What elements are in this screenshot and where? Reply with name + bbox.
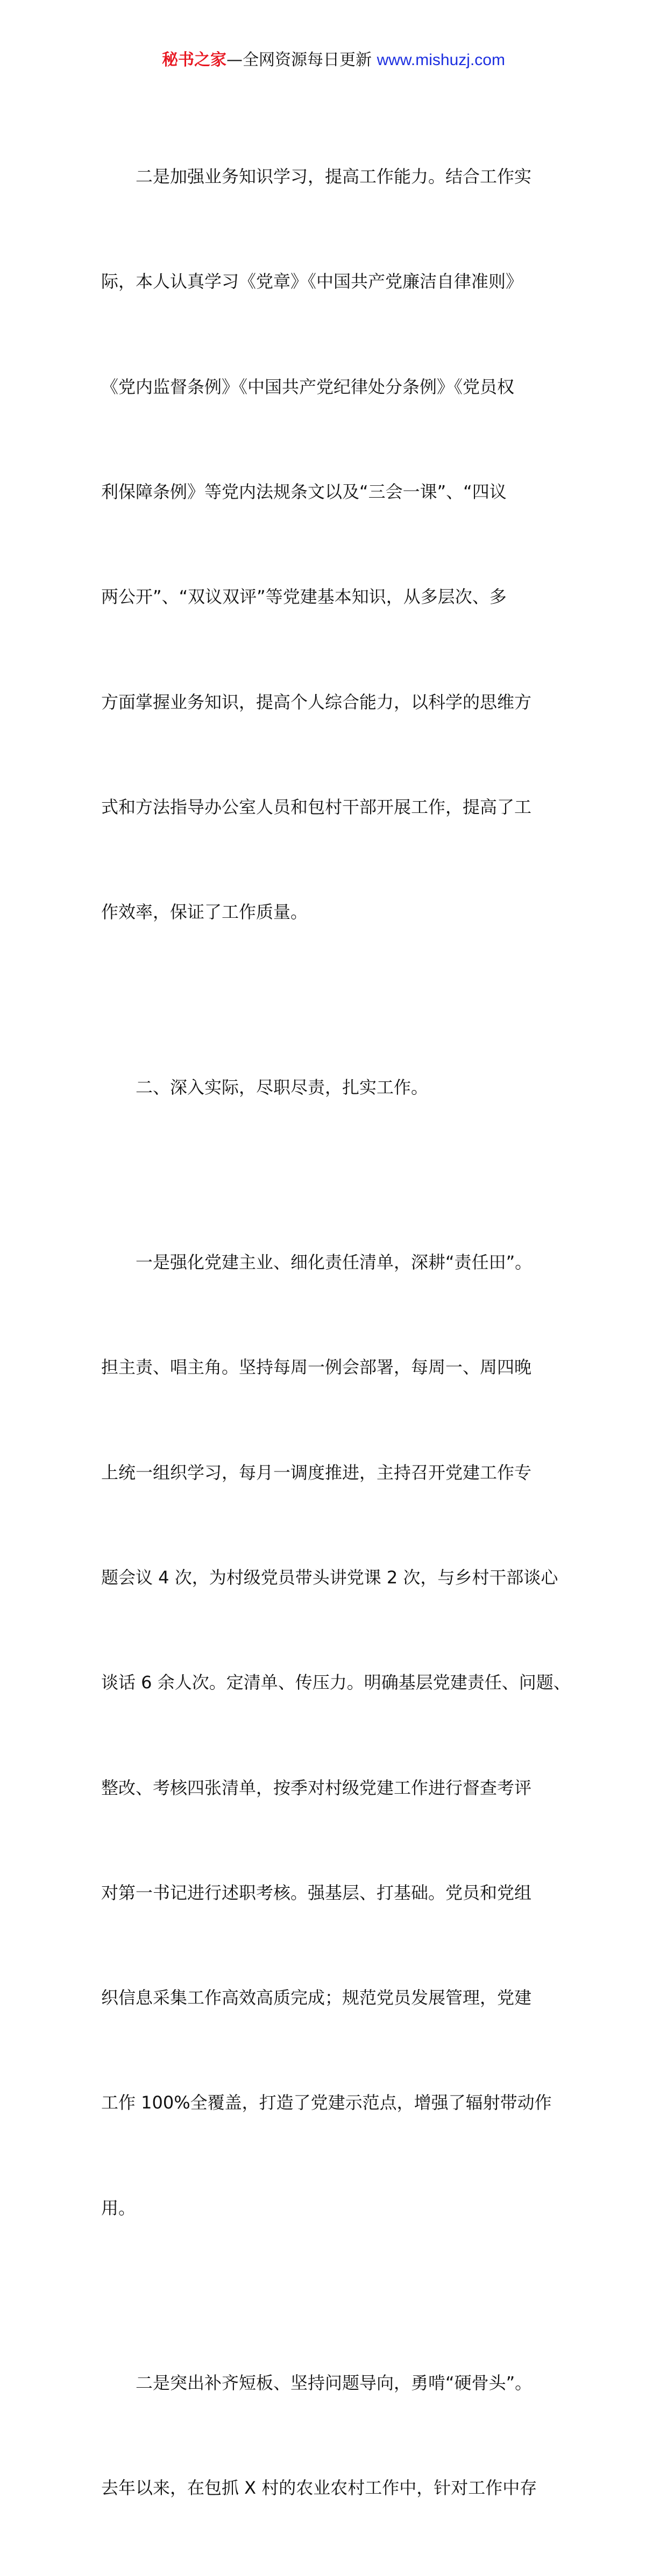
text-line: 作效率，保证了工作质量。	[101, 902, 308, 923]
text-line: 对第一书记进行述职考核。强基层、打基础。党员和党组	[101, 1882, 532, 1903]
text-line: 际，本人认真学习《党章》《中国共产党廉洁自律准则》	[101, 271, 523, 292]
text-line: 用。	[101, 2197, 136, 2218]
site-slogan: —全网资源每日更新	[226, 51, 377, 69]
text-line: 二是加强业务知识学习，提高工作能力。结合工作实	[136, 166, 532, 187]
text-line: 工作 100%全覆盖，打造了党建示范点，增强了辐射带动作	[101, 2092, 552, 2113]
text-line: 题会议 4 次，为村级党员带头讲党课 2 次，与乡村干部谈心	[101, 1567, 558, 1588]
text-line: 整改、考核四张清单，按季对村级党建工作进行督查考评	[101, 1777, 532, 1798]
text-line: 一是强化党建主业、细化责任清单，深耕“责任田”。	[136, 1252, 533, 1273]
text-line: 两公开”、“双议双评”等党建基本知识，从多层次、多	[101, 586, 507, 607]
paragraph-study	[101, 89, 569, 1000]
text-line: 《党内监督条例》《中国共产党纪律处分条例》《党员权	[101, 376, 515, 397]
text-line: 式和方法指导办公室人员和包村干部开展工作，提高了工	[101, 796, 532, 817]
text-line: 利保障条例》等党内法规条文以及“三会一课”、“四议	[101, 482, 507, 503]
site-url-link[interactable]: www.mishuzj.com	[377, 51, 505, 69]
text-line: 织信息采集工作高效高质完成；规范党员发展管理，党建	[101, 1987, 532, 2008]
text-line: 二、深入实际，尽职尽责，扎实工作。	[136, 1077, 429, 1098]
text-line: 谈话 6 余人次。定清单、传压力。明确基层党建责任、问题、	[101, 1672, 571, 1693]
text-line: 二是突出补齐短板、坚持问题导向，勇啃“硬骨头”。	[136, 2373, 533, 2394]
paragraph-party-building	[101, 1175, 569, 2296]
site-brand: 秘书之家	[162, 51, 227, 69]
text-line: 去年以来，在包抓 X 村的农业农村工作中，针对工作中存	[101, 2478, 537, 2499]
text-line: 担主责、唱主角。坚持每周一例会部署，每周一、周四晚	[101, 1357, 532, 1378]
text-line: 方面掌握业务知识，提高个人综合能力，以科学的思维方	[101, 691, 532, 712]
text-line: 上统一组织学习，每月一调度推进，主持召开党建工作专	[101, 1462, 532, 1483]
paragraph-shortcomings	[101, 2296, 569, 2576]
section-heading	[101, 1000, 569, 1174]
document-body	[101, 89, 569, 2576]
site-header	[0, 49, 667, 71]
